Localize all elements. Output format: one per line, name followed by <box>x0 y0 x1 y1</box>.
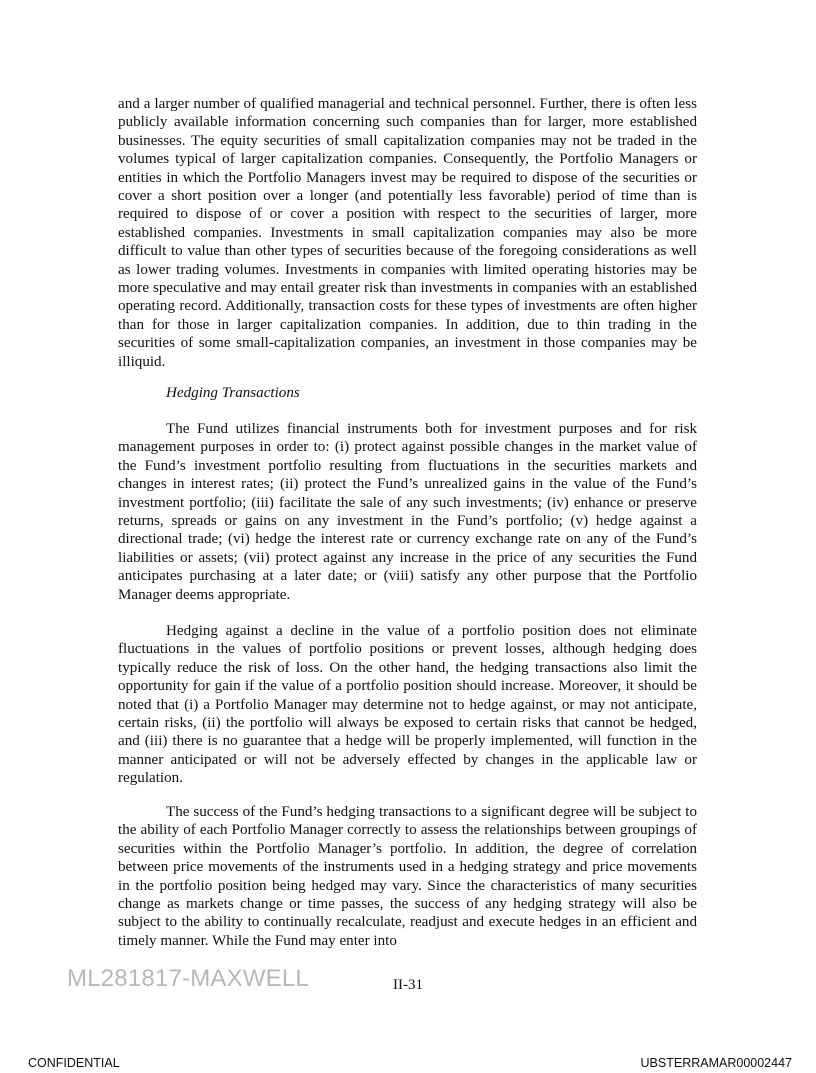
body-text-hedging <box>118 420 697 604</box>
page-number: II-31 <box>393 977 423 993</box>
confidential-label: CONFIDENTIAL <box>28 1056 120 1070</box>
paragraph-small-cap-risks: and a larger number of qualified managerial and technical personnel. Further, there is often less publicly available information concerning such companies than for larger, more established businesses. The equity securities of small capitalization companies may not be traded in the volumes typical of larger capitalization companies. Consequently, the Portfolio Managers or entities in which the Portfolio Managers invest may be required to dispose of the securities or cover a short position over a longer (and potentially less favorable) period of time than is required to dispose of or cover a position with respect to the securities of larger, more established companies. Investments in small capitalization companies may also be more difficult to value than other types of securities because of the foregoing considerations as well as lower trading volumes. Investments in companies with limited operating histories may be more speculative and may entail greater risk than investments in companies with an established operating record. Additionally, transaction costs for these types of investments are often higher than for those in larger capitalization companies. In addition, due to thin trading in the securities of some small-capitalization companies, an investment in those companies may be illiquid. <box>118 96 697 370</box>
body-text-hedging-success <box>118 803 697 950</box>
body-text-top <box>118 95 697 371</box>
bates-watermark: ML281817-MAXWELL <box>67 965 309 992</box>
section-heading-hedging-transactions: Hedging Transactions <box>166 385 300 401</box>
paragraph-hedging-purposes: The Fund utilizes financial instruments both for investment purposes and for risk management purposes in order to: (i) protect against possible changes in the market value of the Fund’s investment portfolio resulting from fluctuations in the securities markets and changes in interest rates; (ii) protect the Fund’s unrealized gains in the value of the Fund’s investment portfolio; (iii) facilitate the sale of any such investments; (iv) enhance or preserve returns, spreads or gains on any investment in the Fund’s portfolio; (v) hedge against a directional trade; (vi) hedge the interest rate or currency exchange rate on any of the Fund’s liabilities or assets; (vii) protect against any increase in the price of any securities the Fund anticipates purchasing at a later date; or (viii) satisfy any other purpose that the Portfolio Manager deems appropriate. <box>118 421 697 603</box>
bates-number: UBSTERRAMAR00002447 <box>640 1056 792 1070</box>
paragraph-hedging-limits: Hedging against a decline in the value of a portfolio position does not eliminate fluctuations in the values of portfolio positions or prevent losses, although hedging does typically reduce the risk of loss. On the other hand, the hedging transactions also limit the opportunity for gain if the value of a portfolio position should increase. Moreover, it should be noted that (i) a Portfolio Manager may determine not to hedge against, or may not anticipate, certain risks, (ii) the portfolio will always be exposed to certain risks that cannot be hedged, and (iii) there is no guarantee that a hedge will be properly implemented, will function in the manner anticipated or will not be adversely effected by changes in the applicable law or regulation. <box>118 623 697 787</box>
body-text-hedging-limits <box>118 622 697 788</box>
paragraph-hedging-success: The success of the Fund’s hedging transactions to a significant degree will be subject to the ability of each Portfolio Manager correctly to assess the relationships between groupings of securities within the Portfolio Manager’s portfolio. In addition, the degree of correlation between price movements of the instruments used in a hedging strategy and price movements in the portfolio position being hedged may vary. Since the characteristics of many securities change as markets change or time passes, the success of any hedging strategy will also be subject to the ability to continually recalculate, readjust and execute hedges in an efficient and timely manner. While the Fund may enter into <box>118 804 697 949</box>
